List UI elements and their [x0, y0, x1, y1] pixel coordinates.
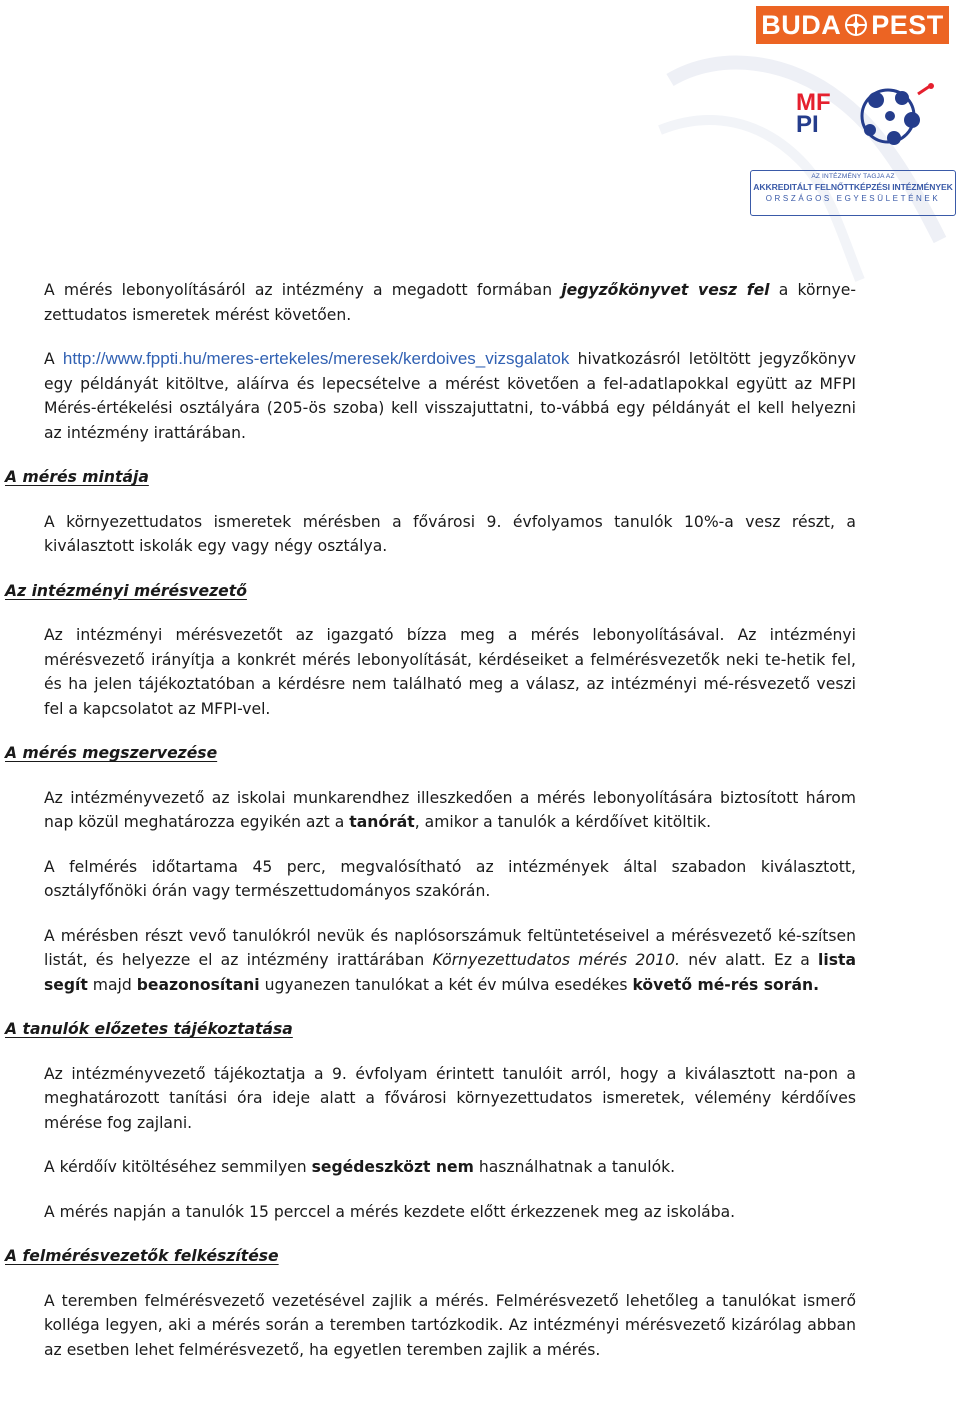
association-badge [750, 170, 956, 216]
paragraph-institutional-leader: Az intézményi mérésvezetőt az igazgató bízza meg a mérés lebonyolításával. Az intézményi mérésvezető irányítja a konkrét mérés lebonyolítását, kérdéseiket a felmérésvezetők neki te-hetik fel, és ha jelen tájékoztatóban a kérdésre nem található meg a válasz, az intézményi mé-résvezető veszi fel a kapcsolatot az MFPI-vel. [44, 626, 856, 718]
mfpi-logo-line1: MF [796, 89, 831, 116]
buda-logo-text: BUDA [761, 9, 842, 40]
badge-line1: AZ INTÉZMÉNY TAGJA AZ [811, 173, 895, 180]
badge-line2: AKKREDITÁLT FELNŐTTKÉPZÉSI INTÉZMÉNYEK [753, 182, 953, 192]
paragraph-sample: A környezettudatos ismeretek mérésben a fővárosi 9. évfolyamos tanulók 10%-a vesz részt, a kiválasztott iskolák egy vagy négy osztálya. [44, 512, 856, 555]
minutes-download-link[interactable]: http://www.fppti.hu/meres-ertekeles/meresek/kerdoives_vizsgalatok [62, 349, 570, 368]
paragraph-student-list: A mérésben részt vevő tanulókról nevük és naplósorszámuk feltüntetéseivel a mérésvezető ké-szítsen listát, és helyezze el az intézmény irattárában Környezettudatos mérés 2010. név alatt. Ez a lista segít majd beazonosítani ugyanezen tanulókat a két év múlva esedékes követő mé-rés során. [44, 926, 856, 994]
pest-logo-text: PEST [871, 9, 944, 40]
paragraph-no-tools: A kérdőív kitöltéséhez semmilyen segédeszközt nem használhatnak a tanulók. [44, 1158, 676, 1176]
mfpi-logo-text [796, 89, 831, 138]
paragraph-duration: A felmérés időtartama 45 perc, megvalósítható az intézmények által szabadon kiválasztott, osztályfőnöki órán vagy természettudományos szakórán. [44, 857, 856, 900]
badge-line3: ORSZÁGOS EGYESÜLETÉNEK [765, 194, 941, 203]
heading-supervisor-preparation: A felmérésvezetők felkészítése [5, 1247, 279, 1265]
document-body [0, 278, 960, 1362]
paragraph-supervisor: A teremben felmérésvezető vezetésével zajlik a mérés. Felmérésvezető lehetőleg a tanulókat ismerő kolléga legyen, aki a mérés során a teremben tartózkodik. Az intézményi mérésvezető kizárólag abban az esetben lehet felmérésvezető, ha egyetlen teremben zajlik a mérés. [44, 1291, 856, 1359]
budapest-crest-icon [843, 12, 869, 38]
heading-organisation: A mérés megszervezése [5, 744, 218, 762]
paragraph-minutes: A mérés lebonyolításáról az intézmény a megadott formában jegyzőkönyvet vesz fel a környe-zettudatos ismeretek mérést követően. [44, 281, 856, 324]
paragraph-lesson: Az intézményvezető az iskolai munkarendhez illeszkedően a mérés lebonyolítására biztosított három nap közül meghatározza egyikén azt a tanórát, amikor a tanulók a kérdőívet kitöltik. [44, 788, 856, 831]
budapest-logo [756, 6, 949, 44]
paragraph-link: A http://www.fppti.hu/meres-ertekeles/meresek/kerdoives_vizsgalatok hivatkozásról letöltött jegyzőkönyv egy példányát kitöltve, aláírva és lepecsételve a mérést követően a fel-adatlapokkal együtt az MFPI Mérés-értékelési osztályára (205-ös szoba) kell visszajuttatni, to-vábbá egy példányát el kell helyezni az intézmény irattárában. [44, 349, 856, 442]
paragraph-inform-students: Az intézményvezető tájékoztatja a 9. évfolyam érintett tanulóit arról, hogy a kiválasztott na-pon a meghatározott tanítási óra ideje alatt a fővárosi környezettudatos ismeretek, vélemény kérdőíves mérése fog zajlani. [44, 1064, 856, 1132]
heading-sample: A mérés mintája [5, 468, 149, 486]
heading-student-information: A tanulók előzetes tájékoztatása [5, 1020, 293, 1038]
paragraph-arrival: A mérés napján a tanulók 15 perccel a mérés kezdete előtt érkezzenek meg az iskolába. [44, 1202, 736, 1221]
mfpi-logo-line2: PI [796, 111, 819, 138]
heading-institutional-leader: Az intézményi mérésvezető [5, 581, 247, 600]
